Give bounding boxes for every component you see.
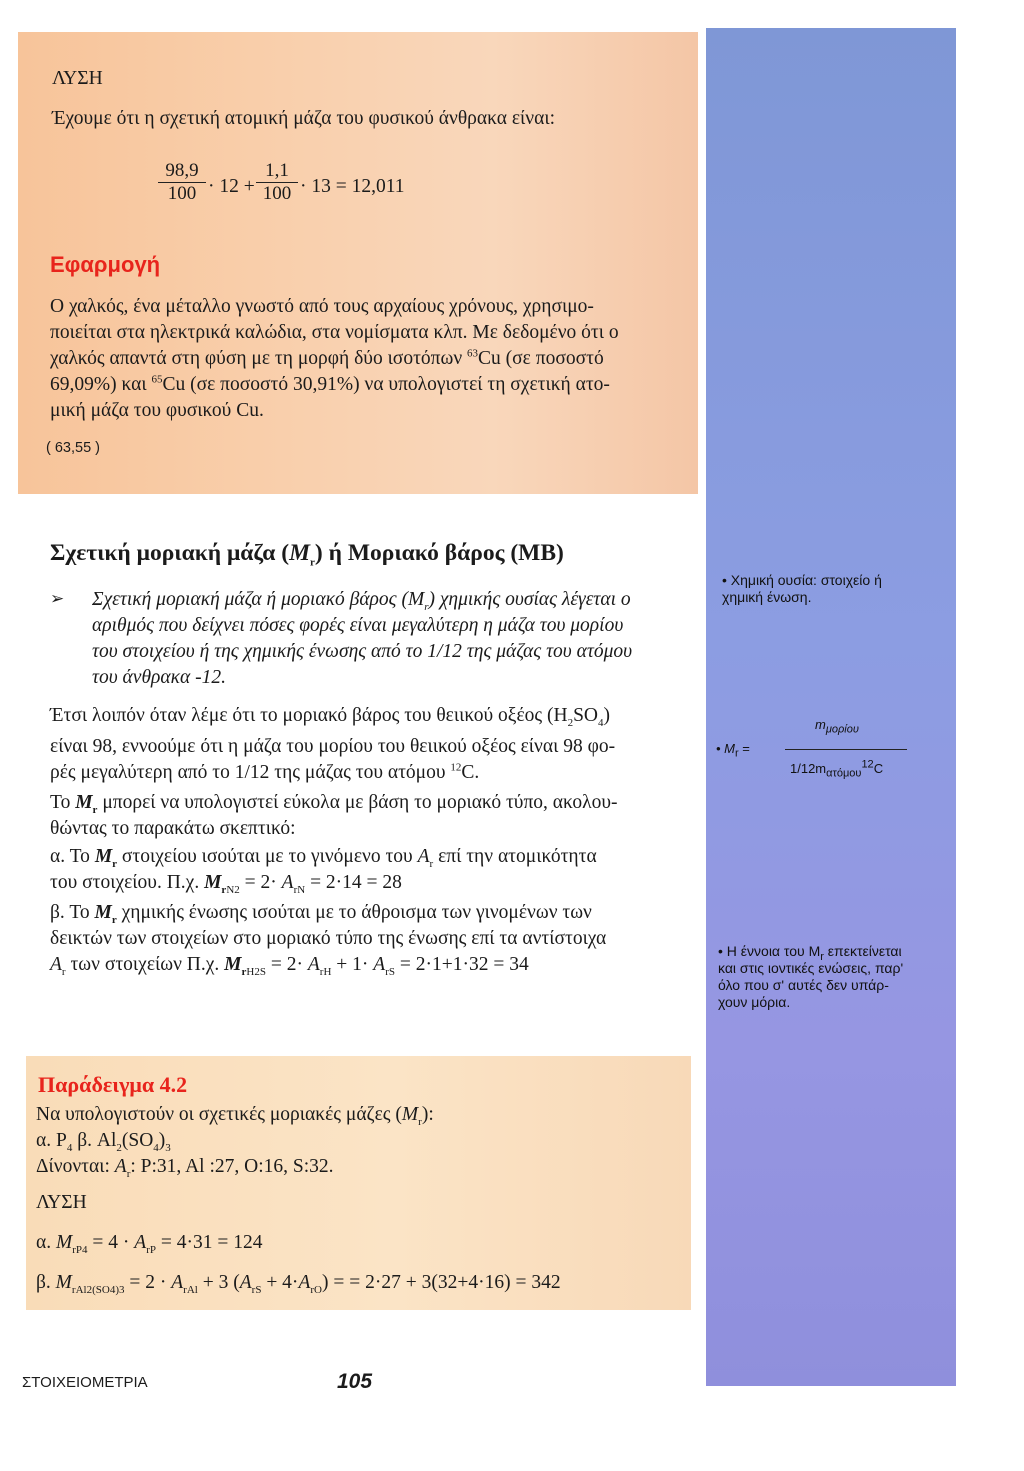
definition-line3: του στοιχείου ή της χημικής ένωσης από το 1/12 της μάζας του ατόμου: [92, 641, 633, 662]
sidebar-margin: [706, 28, 956, 1386]
rule-b-line2: δεικτών των στοιχείων στο μοριακό τύπο της ένωσης επί τα αντίστοιχα: [50, 928, 607, 949]
sidebar-formula-lhs: • $M_r$ =: [716, 741, 750, 760]
solution-heading: ΛΥΣΗ: [52, 68, 103, 89]
example-given: Δίνονται: $A_r$: P:31, Al :27, O:16, S:32.: [36, 1156, 334, 1180]
paragraph2-line1: Το $M_r$ μπορεί να υπολογιστεί εύκολα με βάση το μοριακό τύπο, ακολου-: [50, 792, 618, 816]
application-title: Εφαρμογή: [50, 252, 161, 277]
sidebar-note-ionic-line4: χουν μόρια.: [718, 994, 791, 1010]
paragraph2-line2: θώντας το παρακάτω σκεπτικό:: [50, 818, 296, 839]
term1: · 12 +: [208, 176, 255, 197]
rule-b-line3: $A_r$ των στοιχείων Π.χ. $M_{rH2S} = 2\cdot A_{rH} + 1\cdot A_{rS} = 2\cdot 1+1\cdot 32 = 34$: [50, 954, 529, 978]
term2: · 13 = 12,011: [300, 176, 405, 197]
application-answer: ( 63,55 ): [46, 440, 100, 456]
page-number: 105: [337, 1370, 373, 1393]
application-line3: χαλκός απαντά στη φύση με τη μορφή δύο ισοτόπων $^{63}$Cu (σε ποσοστό: [50, 347, 604, 369]
rule-b-line1: β. Το $M_r$ χημικής ένωσης ισούται με το άθροισμα των γινομένων των: [50, 902, 592, 926]
example-compounds: α. $P_4$ β. $Al_2(SO_4)_3$: [36, 1130, 171, 1154]
sidebar-note-chemical-substance-line1: • Χημική ουσία: στοιχείο ή: [722, 572, 882, 588]
example-solution-heading: ΛΥΣΗ: [36, 1192, 87, 1213]
application-line2: ποιείται στα ηλεκτρικά καλώδια, στα νομίσματα κλπ. Με δεδομένο ότι ο: [50, 322, 619, 343]
frac2-denominator: 100: [256, 182, 298, 205]
sidebar-note-ionic-line1: • Η έννοια του $M_r$ επεκτείνεται: [718, 943, 902, 963]
application-line5: μική μάζα του φυσικού Cu.: [50, 400, 264, 421]
definition-line1: Σχετική μοριακή μάζα ή μοριακό βάρος $(M_r)$ χημικής ουσίας λέγεται ο: [92, 589, 631, 613]
sidebar-formula-numerator: $m_{\mu o\rho ίo\upsilon}$: [815, 717, 859, 736]
footer-chapter: ΣΤΟΙΧΕΙΟΜΕΤΡΙΑ: [22, 1374, 148, 1391]
frac1-denominator: 100: [158, 182, 206, 205]
sidebar-formula-bar: [785, 749, 907, 750]
frac1-numerator: 98,9: [165, 160, 199, 181]
example-solution-a: α. $M_{rP4} = 4 \cdot A_{rP} = 4\cdot 31 = 124$: [36, 1232, 263, 1256]
sidebar-note-ionic-line3: όλο που σ' αυτές δεν υπάρ-: [718, 977, 889, 993]
paragraph1-line3: ρές μεγαλύτερη από το 1/12 της μάζας του ατόμου $^{12}$C.: [50, 761, 480, 783]
paragraph1-line1: Έτσι λοιπόν όταν λέμε ότι το μοριακό βάρος του θειικού οξέος $(H_2SO_4)$: [50, 705, 611, 729]
section-title: Σχετική μοριακή μάζα $(M_r)$ ή Μοριακό βάρος (ΜΒ): [50, 540, 564, 569]
example-solution-b: β. $M_{rAl2(SO4)3} = 2 \cdot A_{rAl} + 3$ $(A_{rS} + 4\cdot A_{rO})$ = = 2·27 + 3(32+4·16) = 342: [36, 1272, 561, 1296]
definition-line2: αριθμός που δείχνει πόσες φορές είναι μεγαλύτερη η μάζα του μορίου: [92, 615, 624, 636]
paragraph1-line2: είναι 98, εννοούμε ότι η μάζα του μορίου του θειικού οξέος είναι 98 φο-: [50, 736, 616, 757]
definition-line4: του άνθρακα -12.: [92, 667, 226, 688]
example-question: Να υπολογιστούν οι σχετικές μοριακές μάζες $(M_r)$:: [36, 1104, 434, 1128]
application-line4: 69,09%) και $^{65}$Cu (σε ποσοστό 30,91%) να υπολογιστεί τη σχετική ατο-: [50, 373, 610, 395]
rule-a-line1: α. Το $M_r$ στοιχείου ισούται με το γινόμενο του $A_r$ επί την ατομικότητα: [50, 846, 597, 870]
rule-a-line2: του στοιχείου. Π.χ. $M_{rN2} = 2\cdot A_{rN} = 2\cdot 14 = 28$: [50, 872, 402, 896]
sidebar-formula-denominator: $1/12m_{\alpha\tau ό\mu o\upsilon}^{12}C$: [790, 758, 884, 780]
atomic-mass-equation: [158, 160, 418, 224]
solution-intro: Έχουμε ότι η σχετική ατομική μάζα του φυσικού άνθρακα είναι:: [52, 108, 555, 129]
frac2-numerator: 1,1: [265, 160, 289, 181]
sidebar-note-chemical-substance-line2: χημική ένωση.: [722, 589, 812, 605]
definition-arrow: ➢: [50, 589, 65, 608]
application-line1: Ο χαλκός, ένα μέταλλο γνωστό από τους αρχαίους χρόνους, χρησιμο-: [50, 296, 594, 317]
example-title: Παράδειγμα 4.2: [38, 1072, 188, 1097]
sidebar-note-ionic-line2: και στις ιοντικές ενώσεις, παρ': [718, 960, 904, 976]
